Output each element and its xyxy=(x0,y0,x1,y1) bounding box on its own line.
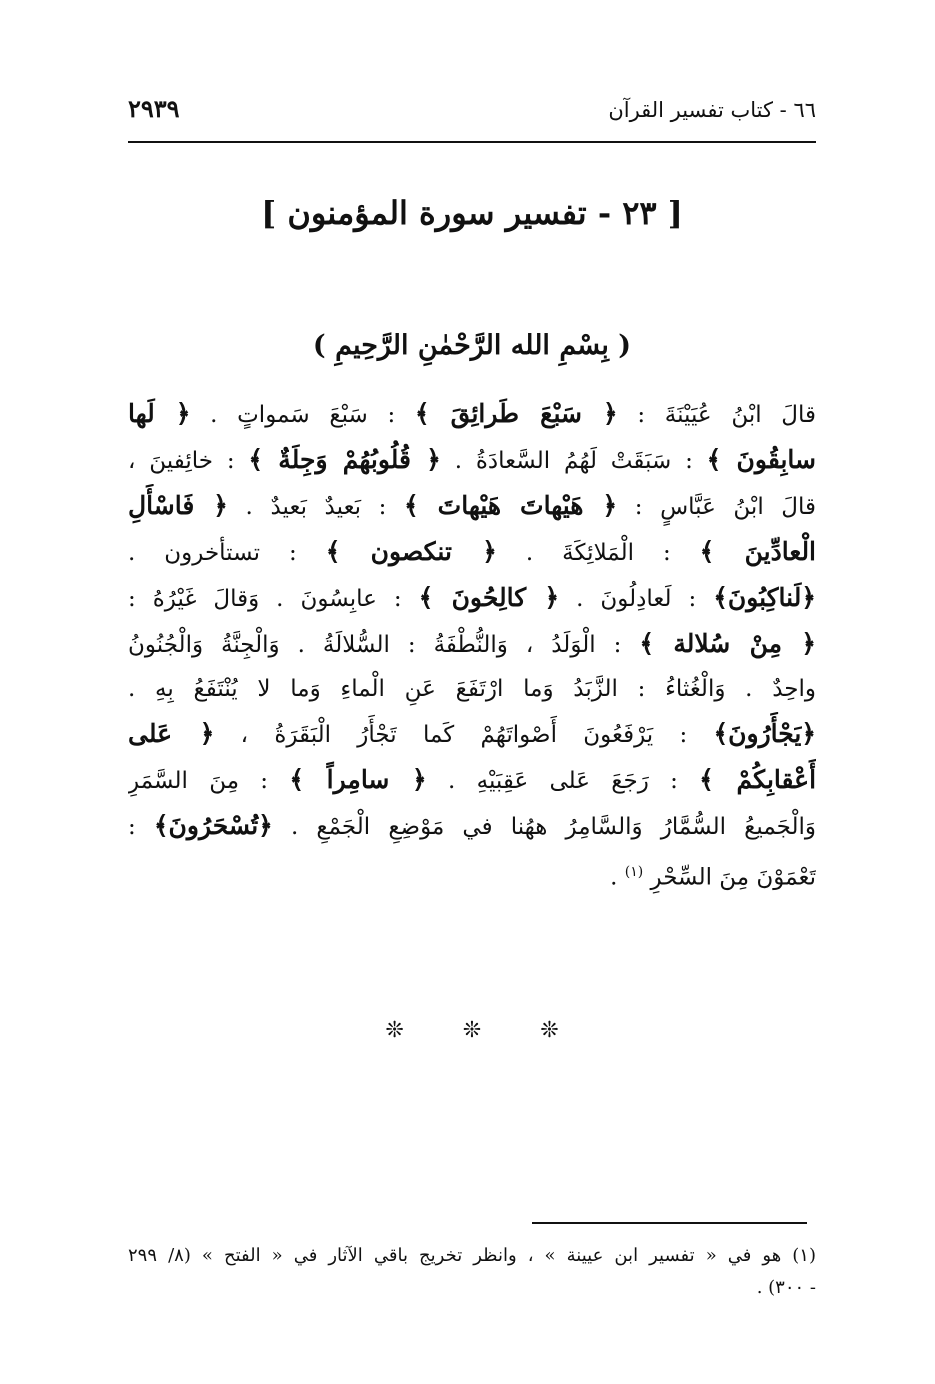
text-segment: : خائِفينَ ، xyxy=(128,447,235,474)
section-separator xyxy=(128,1018,816,1043)
quran-quote: ﴿ لَها xyxy=(128,399,191,428)
footnote xyxy=(128,1240,816,1304)
asterism-icon: ❊ xyxy=(462,1018,482,1043)
quran-quote: ﴿ كالِحُونَ ﴾ xyxy=(418,582,560,612)
basmala: ( بِسْمِ الله الرَّحْمٰنِ الرَّحِيمِ ) xyxy=(312,330,632,361)
footnote-line: (١) هو في « تفسير ابن عيينة » ، وانظر تخريج باقي الآثار في « الفتح » (٨/ ٢٩٩ xyxy=(128,1245,816,1266)
text-segment: . xyxy=(610,864,618,891)
body-line xyxy=(128,667,816,712)
text-segment: واحِدٌ . وَالْغُثاءُ : الزَّبَدُ وَما ارْتَفَعَ عَنِ الْماءِ وَما لا يُنْتَفَعُ بِهِ . xyxy=(128,676,816,703)
body-line xyxy=(128,392,816,438)
quran-quote: ﴿ مِنْ سُلالة ﴾ xyxy=(639,628,816,658)
quran-quote: ﴿ سَبْعَ طَرائِقَ ﴾ xyxy=(414,399,618,428)
body-line xyxy=(128,438,816,484)
text-segment: وَالْجَميعُ السُّمَّارُ وَالسَّامِرُ ههُنا في مَوْضِعِ الْجَمْعِ . xyxy=(290,814,816,841)
asterism-icon: ❊ xyxy=(385,1018,404,1043)
body-line xyxy=(128,576,816,622)
text-segment: : يَرْفَعُونَ أَصْواتَهُمْ كَما تَجْأَرُ الْبَقَرَةُ ، xyxy=(240,722,688,749)
text-segment: : سَبَقَتْ لَهُمُ السَّعادَةُ . xyxy=(454,447,693,474)
quran-quote: ﴿لَناكِبُونَ﴾ xyxy=(713,582,816,612)
quran-quote: ﴿ قُلُوبُهُمْ وَجِلَةٌ ﴾ xyxy=(248,444,441,474)
asterism-icon: ❊ xyxy=(540,1018,559,1043)
quran-quote: ﴿ هَيْهاتَ هَيْهاتَ ﴾ xyxy=(404,490,618,520)
page-number: ٢٩٣٩ xyxy=(128,94,180,123)
chapter-title: [ ٢٣ - تفسير سورة المؤمنون ] xyxy=(261,194,683,232)
quran-quote: ﴿يَجْأَرُونَ﴾ xyxy=(713,719,816,749)
running-title: ٦٦ - كتاب تفسير القرآن xyxy=(608,98,816,122)
quran-quote: أَعْقابِكُمْ ﴾ xyxy=(699,765,816,795)
body-line xyxy=(128,484,816,530)
text-segment: : تستأخرون . xyxy=(128,539,297,566)
text-segment: قالَ ابْنُ عَبَّاسٍ : xyxy=(634,493,816,520)
text-segment: : xyxy=(128,814,136,841)
header-rule xyxy=(128,141,816,143)
text-segment: : بَعيدٌ بَعيدٌ . xyxy=(245,493,387,520)
page-header xyxy=(128,92,816,132)
quran-quote: الْعادِّينَ ﴾ xyxy=(699,536,816,566)
footnote-reference: (١) xyxy=(624,864,644,881)
quran-quote: ﴿ فَاسْأَلِ xyxy=(128,490,228,520)
text-segment: تَعْمَوْنَ مِنَ السِّحْرِ xyxy=(650,864,816,891)
text-segment: : مِنَ السَّمَرِ xyxy=(128,768,269,795)
text-segment: : رَجَعَ عَلى عَقِبَيْهِ . xyxy=(448,768,678,795)
text-segment: : الْمَلائِكَةَ . xyxy=(525,539,671,566)
body-line xyxy=(128,850,816,901)
body-line xyxy=(128,758,816,804)
quran-quote: ﴿ تنكصون ﴾ xyxy=(325,536,497,566)
text-segment: : سَبْعَ سَمواتٍ . xyxy=(210,402,396,428)
footnote-line: - ٣٠٠) . xyxy=(756,1277,816,1298)
quran-quote: ﴿ عَلى xyxy=(128,719,215,749)
body-line xyxy=(128,530,816,576)
body-text xyxy=(128,392,816,901)
body-line xyxy=(128,622,816,668)
quran-quote: ﴿تُسْحَرُونَ﴾ xyxy=(153,811,273,841)
quran-quote: سابِقُونَ ﴾ xyxy=(706,444,816,474)
text-segment: : عابِسُونَ . وَقالَ غَيْرُهُ : xyxy=(128,585,402,612)
text-segment: : الْوَلَدُ ، وَالنُّطْفَةُ : السُّلالَةُ . وَالْجِنَّةُ وَالْجُنُونُ xyxy=(128,631,622,658)
body-line xyxy=(128,804,816,850)
body-line xyxy=(128,712,816,758)
text-segment: قالَ ابْنُ عُيَيْنَةَ : xyxy=(637,402,816,428)
quran-quote: ﴿ سامِراً ﴾ xyxy=(289,765,427,795)
footnote-rule xyxy=(532,1222,807,1224)
text-segment: : لَعادِلُونَ . xyxy=(576,585,697,612)
